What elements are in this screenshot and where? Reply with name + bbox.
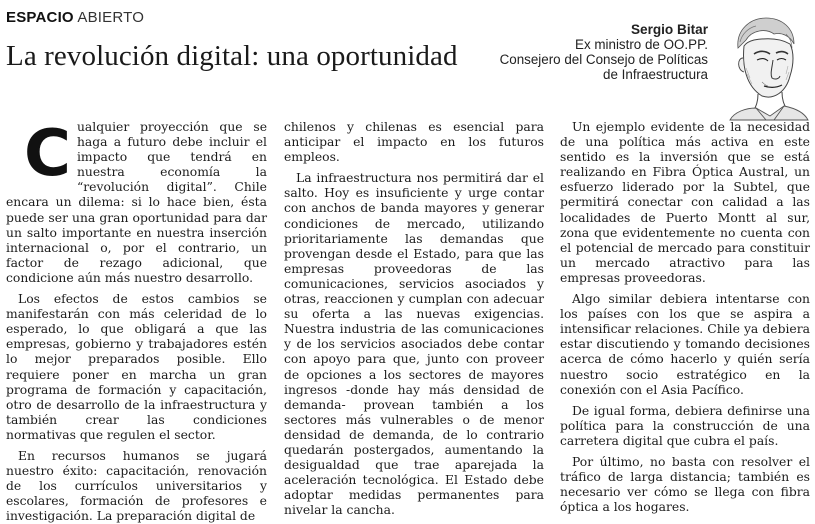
- section-label-light: ABIERTO: [77, 9, 145, 26]
- paragraph: Algo similar debiera intentarse con los países con los que se aspira a intensificar relaciones. Chile ya debiera estar discutiendo y tomando decisiones acerca de cómo hacerlo y quién sería nuestro socio estratégico en la conexión con el Asia Pacífico.: [560, 292, 810, 397]
- drop-cap: C: [24, 117, 71, 191]
- paragraph: Por último, no basta con resolver el tráfico de larga distancia; también es necesario ver cómo se llega con fibra óptica a los hogares.: [560, 454, 810, 515]
- author-portrait-illustration: [716, 8, 812, 120]
- text-column-1: [6, 117, 267, 524]
- paragraph: chilenos y chilenas es esencial para anticipar el impacto en los futuros empleos.: [284, 120, 544, 165]
- article-headline: La revolución digital: una oportunidad: [6, 40, 458, 72]
- paragraph-text: ualquier proyección que se haga a futuro debe incluir el impacto que tendrá en nuestra economía la “revolución digital”. Chile encara un dilema: si lo hace bien, ésta puede ser una gran oportunidad para dar un salto importante en nuestra inserción internacional o, por el contrario, un factor de rezago adicional, que condicione aún más nuestro desarrollo.: [6, 120, 267, 285]
- author-box: [500, 22, 708, 82]
- article-body: [6, 117, 810, 524]
- author-role-line-1: Ex ministro de OO.PP.: [575, 37, 708, 52]
- section-label-bold: ESPACIO: [6, 9, 74, 26]
- text-column-3: [560, 120, 810, 515]
- paragraph: La infraestructura nos permitirá dar el salto. Hoy es insuficiente y urge contar con anchos de banda mayores y generar condiciones de mercado, utilizando prioritariamente las demandas que provengan desde el Estado, para que las empresas proveedoras de las comunicaciones, servicios asociados y otras, reaccionen y cumplan con adecuar su oferta a las nuevas exigencias. Nuestra industria de las comunicaciones y de los servicios asociados debe contar con apoyo para que, junto con proveer de opciones a los sectores de mayores ingresos -donde hay más densidad de demanda- provean también a los sectores más vulnerables o de menor densidad de demanda, de lo contrario quedarán postergados, aumentando la desigualdad que trae aparejada la aceleración tecnológica. El Estado debe adoptar medidas permanentes para nivelar la cancha.: [284, 171, 544, 518]
- text-column-2: [284, 120, 544, 518]
- paragraph: Un ejemplo evidente de la necesidad de una política más activa en este sentido es la inversión que se está realizando en Fibra Óptica Austral, un esfuerzo liderado por la Subtel, que permitirá conectar con calidad a las localidades de Puerto Montt al sur, zona que evidentemente no cuenta con el potencial de mercado para constituir un mercado atractivo para las empresas proveedoras.: [560, 120, 810, 285]
- paragraph: [6, 117, 267, 286]
- paragraph: De igual forma, debiera definirse una política para la construcción de una carretera digital que cubra el país.: [560, 403, 810, 448]
- author-name: Sergio Bitar: [630, 22, 708, 37]
- paragraph: En recursos humanos se jugará nuestro éxito: capacitación, renovación de los currículos universitarios y escolares, formación de profesores e investigación. La preparación digital de: [6, 448, 267, 524]
- section-label: [6, 9, 144, 26]
- author-role-line-3: de Infraestructura: [603, 67, 708, 82]
- author-role-line-2: Consejero del Consejo de Políticas: [499, 52, 708, 67]
- paragraph: Los efectos de estos cambios se manifestarán con más celeridad de lo esperado, lo que obligará a que las empresas, gobierno y trabajadores estén lo mejor preparados posible. Ello requiere poner en marcha un gran programa de formación y capacitación, otro de desarrollo de la infraestructura y también crear las condiciones normativas que regulen el sector.: [6, 292, 267, 442]
